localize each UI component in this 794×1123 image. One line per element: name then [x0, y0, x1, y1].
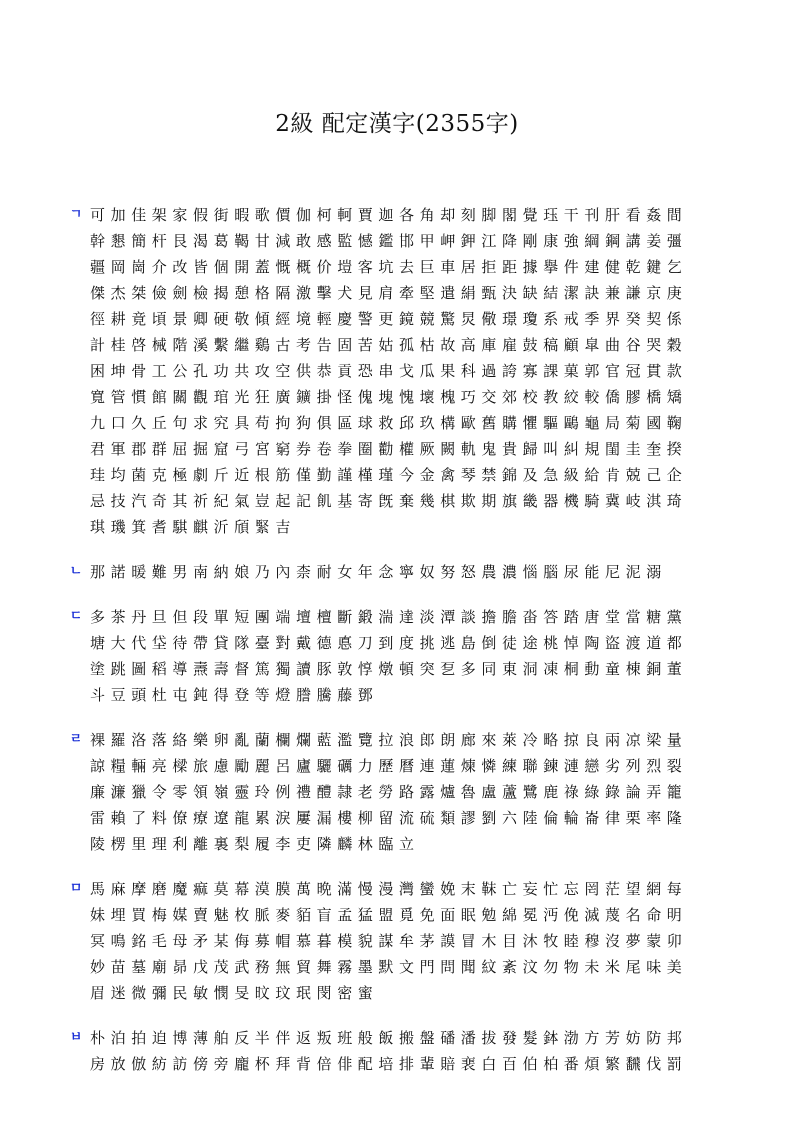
hanja-row: 傑杰桀儉劍檢揭憩格隔激擊犬見肩牽堅遣絹甄決缺結潔訣兼謙京庚 [90, 284, 688, 302]
hanja-row: 妹埋買梅媒賣魅枚脈麥貊盲孟猛盟覓免面眠勉綿冕沔俛滅蔑名命明 [90, 906, 688, 924]
hanja-row: 多茶丹旦但段單短團端壇檀斷鍛湍達淡潭談擔膽畓答踏唐堂當糖黨 [90, 608, 688, 626]
hanja-section [0, 202, 794, 540]
hanja-row: 斗豆頭杜屯鈍得登等燈謄騰藤鄧 [90, 686, 379, 704]
section-initial-consonant: ㄱ [69, 207, 83, 222]
hanja-row: 塗跳圖稻導燾壽督篤獨讀豚敦惇燉頓突乭多同東洞凍桐動童棟銅董 [90, 660, 688, 678]
section-initial-consonant: ㅁ [69, 881, 83, 896]
page-title: 2級 配定漢字(2355字) [275, 111, 519, 137]
hanja-section [0, 559, 794, 585]
hanja-section [0, 727, 794, 857]
hanja-row: 計桂啓械階溪繫繼鷄古考告固苦姑孤枯故高庫雇鼓稿顧皐曲谷哭穀 [90, 336, 688, 354]
hanja-row: 幹懇簡杆艮渴葛鞨甘減敢感監憾鑑邯甲岬鉀江降剛康強綱鋼講姜彊 [90, 232, 688, 250]
hanja-row: 諒糧輛亮樑旅慮勵麗呂廬驪礪力歷曆連蓮煉憐練聯鍊漣戀劣列烈裂 [90, 757, 688, 775]
hanja-row: 君軍郡群屈掘窟弓宮窮券卷拳圈勸權厥闕軌鬼貴歸叫糾規閨圭奎揆 [90, 440, 688, 458]
hanja-row: 琪璣箕耆騏麒沂頎緊吉 [90, 518, 297, 536]
hanja-row: 塘大代垈待帶貸隊臺對戴德悳刀到度挑逃島倒徒途桃悼陶盜渡道都 [90, 634, 688, 652]
hanja-sections [0, 202, 794, 1096]
hanja-section [0, 604, 794, 708]
section-initial-consonant: ㄷ [69, 609, 83, 624]
hanja-row: 忌技汽奇其祈紀氣豈起記飢基寄旣棄幾棋欺期旗畿器機騎冀岐淇琦 [90, 492, 688, 510]
hanja-row: 可加佳架家假街暇歌價伽柯軻賈迦各角却刻脚閣覺珏干刊肝看姦間 [90, 206, 688, 224]
hanja-row: 冥鳴銘毛母矛某侮募帽慕暮模貌謀牟茅謨冒木目沐牧睦穆沒夢蒙卯 [90, 932, 688, 950]
hanja-row: 眉迷微彌民敏憫旻旼玟珉閔密蜜 [90, 984, 379, 1002]
hanja-row: 寬管慣館關觀琯光狂廣鑛掛怪傀塊愧壞槐巧交郊校教絞較僑膠橋矯 [90, 388, 688, 406]
hanja-row: 裸羅洛落絡樂卵亂蘭欄爛藍濫覽拉浪郎朗廊來萊冷略掠良兩凉梁量 [90, 731, 688, 749]
hanja-row: 陵楞里理利離裏梨履李吏隣麟林臨立 [90, 835, 420, 853]
hanja-row: 妙苗墓廟昴戊茂武務無貿舞霧墨默文門問聞紋紊汶勿物未米尾味美 [90, 958, 688, 976]
section-initial-consonant: ㅂ [69, 1030, 83, 1045]
hanja-row: 朴泊拍迫博薄舶反半伴返叛班般飯搬盤磻潘拔發髮鉢渤方芳妨防邦 [90, 1029, 688, 1047]
hanja-section [0, 1025, 794, 1077]
hanja-row: 九口久丘句求究具苟拘狗俱區球救邱玖構歐舊購懼驅鷗龜局菊國鞠 [90, 414, 688, 432]
hanja-row: 房放倣紡訪傍旁龐杯拜背倍俳配培排輩賠裵白百伯柏番煩繁飜伐罰 [90, 1055, 688, 1073]
hanja-row: 徑耕竟頃景卿硬敬傾經境輕慶警更鏡競驚炅儆璟瓊系戒季界癸契係 [90, 310, 688, 328]
hanja-row: 廉濂獵令零領嶺靈玲例禮醴隷老勞路露爐魯盧蘆鷺鹿祿綠錄論弄籠 [90, 783, 688, 801]
section-initial-consonant: ㄹ [69, 732, 83, 747]
hanja-row: 馬麻摩磨魔痲莫幕漠膜萬晩滿慢漫灣蠻娩末靺亡妄忙忘罔茫望網每 [90, 880, 688, 898]
hanja-row: 雷賴了料僚療遼龍累淚屢漏樓柳留流硫類謬劉六陸倫輪崙律栗率隆 [90, 809, 688, 827]
hanja-section [0, 876, 794, 1006]
section-initial-consonant: ㄴ [69, 564, 83, 579]
hanja-row: 疆岡崗介改皆個開蓋慨概价塏客坑去巨車居拒距據擧件建健乾鍵乞 [90, 258, 688, 276]
hanja-row: 珪均菌克極劇斤近根筋僅勤謹槿瑾今金禽琴禁錦及急級給肯兢己企 [90, 466, 688, 484]
hanja-row: 那諾暖難男南納娘乃內柰耐女年念寧奴努怒農濃惱腦尿能尼泥溺 [90, 563, 667, 581]
hanja-row: 困坤骨工公孔功共攻空供恭貢恐串戈瓜果科過誇寡課菓郭官冠貫款 [90, 362, 688, 380]
